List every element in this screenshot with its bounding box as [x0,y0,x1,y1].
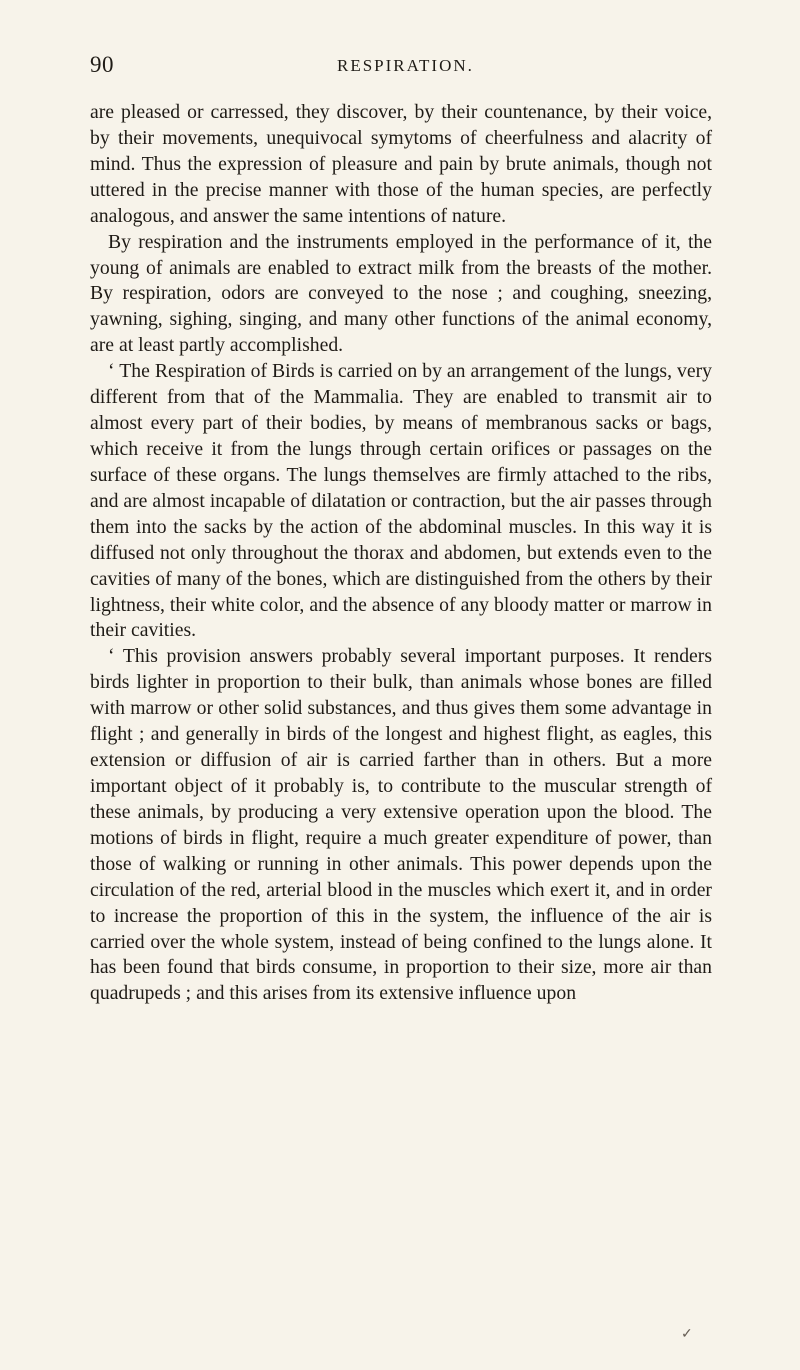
running-title: RESPIRATION. [337,56,474,75]
paragraph-3: ‘ The Respiration of Birds is carried on by an arrangement of the lungs, very different from that of the Mammalia. They are enabled to transmit air to almost every part of their bodies, by means of membranous sacks or bags, which receive it from the lungs through certain orifices or passages on the surface of these organs. The lungs themselves are firmly attached to the ribs, and are almost incapable of dilatation or contraction, but the air passes through them into the sacks by the action of the abdominal muscles. In this way it is diffused not only throughout the thorax and abdomen, but extends even to the cavities of many of the bones, which are distinguished from the others by their lightness, their white color, and the absence of any bloody matter or marrow in their cavities. [90,360,712,642]
paragraph-4: ‘ This provision answers probably several important purposes. It renders birds lighter in proportion to their bulk, than animals whose bones are filled with marrow or other solid substances, and thus gives them some advantage in flight ; and generally in birds of the longest and highest flight, as eagles, this extension or diffusion of air is carried farther than in others. But a more important object of it probably is, to contribute to the muscular strength of these animals, by producing a very extensive operation upon the blood. The motions of birds in flight, require a much greater expenditure of power, than those of walking or running in other animals. This power depends upon the circulation of the red, arterial blood in the muscles which exert it, and in order to increase the proportion of this in the system, the influence of the air is carried over the whole system, instead of being confined to the lungs alone. It has been found that birds consume, in proportion to their size, more air than quadrupeds ; and this arises from its extensive influence upon [90,645,712,1005]
page-mark: ✓ [681,1327,693,1342]
body-text [90,100,712,1007]
paragraph-2: By respiration and the instruments employed in the performance of it, the young of animals are enabled to extract milk from the breasts of the mother. By respiration, odors are conveyed to the nose ; and coughing, sneezing, yawning, sighing, singing, and many other functions of the animal economy, are at least partly accomplished. [90,230,712,357]
page-number: 90 [90,52,114,77]
page-header [90,52,712,86]
paragraph-1: are pleased or carressed, they discover, by their countenance, by their voice, by their movements, unequivocal symytoms of cheerfulness and alacrity of mind. Thus the expression of pleasure and pain by brute animals, though not uttered in the precise manner with those of the human species, are perfectly analogous, and answer the same intentions of nature. [90,101,712,227]
